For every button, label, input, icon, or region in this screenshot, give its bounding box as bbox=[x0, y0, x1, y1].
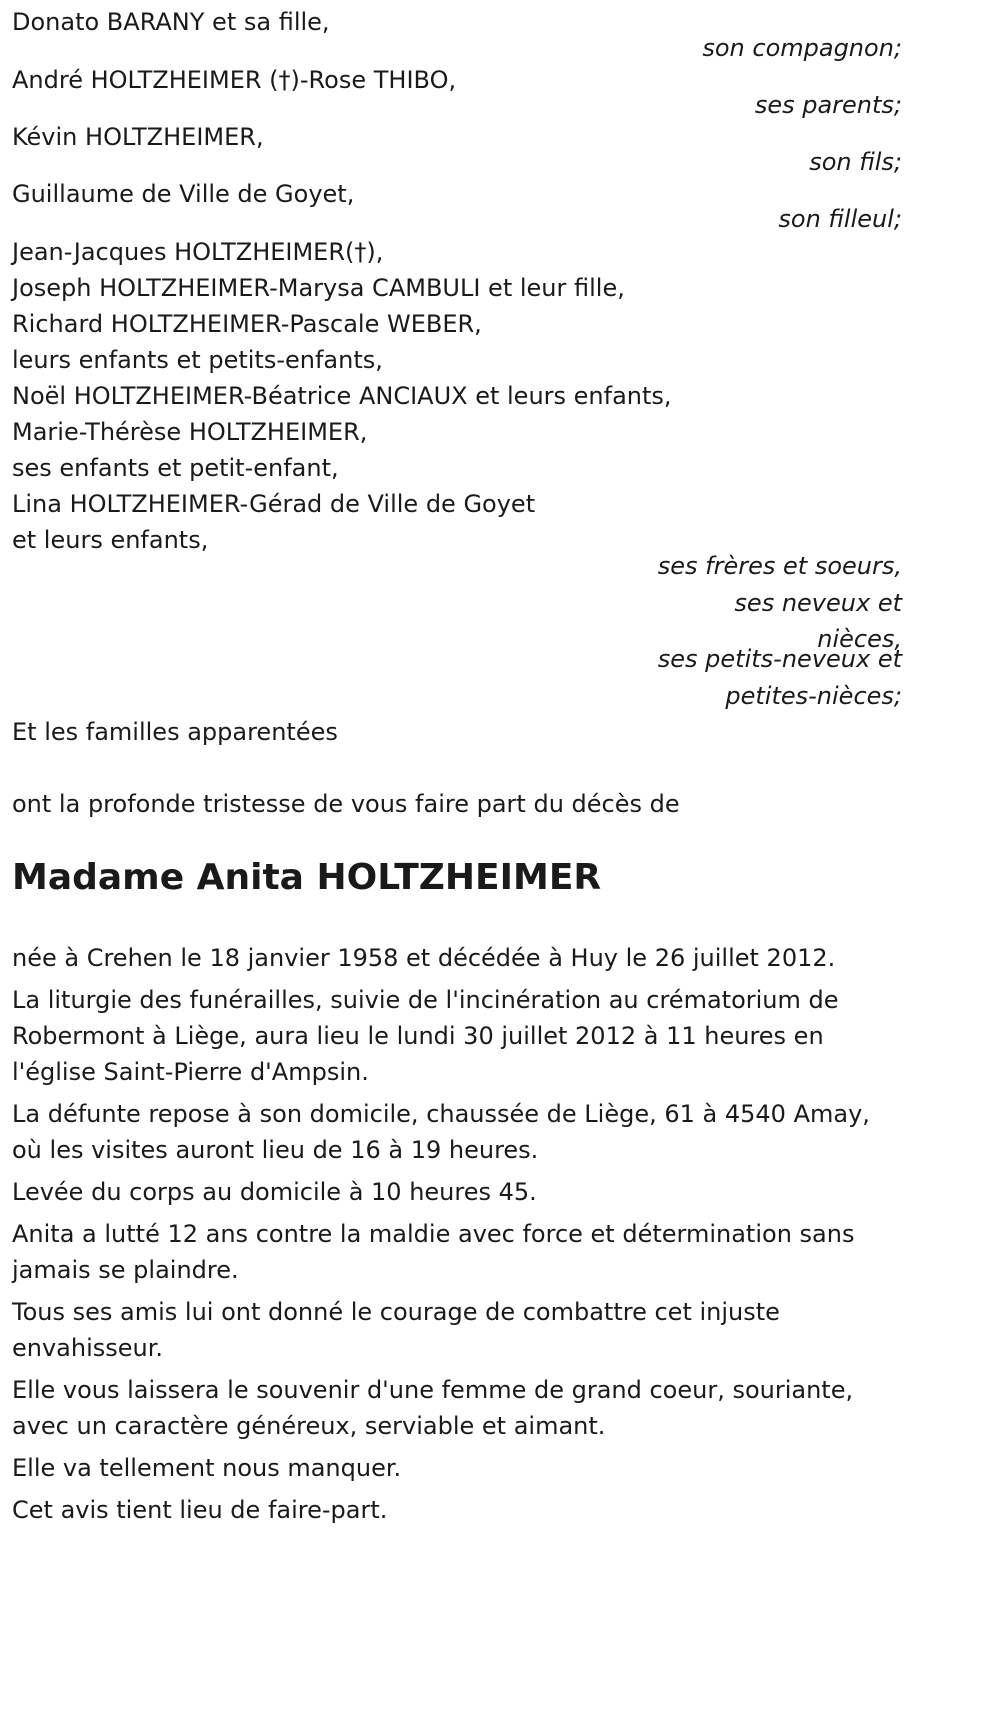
sibling-line: Noël HOLTZHEIMER-Béatrice ANCIAUX et leurs enfants, bbox=[12, 382, 672, 410]
role-label: nièces, bbox=[817, 625, 902, 653]
role-label: son fils; bbox=[809, 148, 902, 176]
paragraph: La défunte repose à son domicile, chaussée de Liège, 61 à 4540 Amay, où les visites auront lieu de 16 à 19 heures. bbox=[12, 1100, 870, 1164]
paragraph: Elle vous laissera le souvenir d'une femme de grand coeur, souriante, avec un caractère généreux, serviable et aimant. bbox=[12, 1376, 854, 1440]
paragraph: Anita a lutté 12 ans contre la maldie avec force et détermination sans jamais se plaindre. bbox=[12, 1220, 855, 1284]
sibling-line: Richard HOLTZHEIMER-Pascale WEBER, bbox=[12, 310, 482, 338]
entry-role bbox=[12, 87, 902, 123]
siblings-list bbox=[12, 234, 672, 558]
paragraph: La liturgie des funérailles, suivie de l'incinération au crématorium de Robermont à Liège, aura lieu le lundi 30 juillet 2012 à 11 heures en l'église Saint-Pierre d'Ampsin. bbox=[12, 986, 839, 1086]
entry-name: Donato BARANY et sa fille, bbox=[12, 8, 330, 36]
families-line: Et les familles apparentées bbox=[12, 718, 338, 746]
role-label: ses frères et soeurs, bbox=[657, 552, 902, 580]
entry-name: André HOLTZHEIMER (†)-Rose THIBO, bbox=[12, 66, 457, 94]
sibling-line: Lina HOLTZHEIMER-Gérad de Ville de Goyet bbox=[12, 490, 536, 518]
role-label: ses parents; bbox=[754, 91, 902, 119]
paragraph: Tous ses amis lui ont donné le courage de combattre cet injuste envahisseur. bbox=[12, 1298, 780, 1362]
role-label: son compagnon; bbox=[702, 34, 902, 62]
sibling-line: ses enfants et petit-enfant, bbox=[12, 454, 339, 482]
announcement-line: ont la profonde tristesse de vous faire part du décès de bbox=[12, 790, 680, 818]
sibling-line: Marie-Thérèse HOLTZHEIMER, bbox=[12, 418, 368, 446]
deceased-name: Madame Anita HOLTZHEIMER bbox=[12, 857, 602, 898]
paragraph: Levée du corps au domicile à 10 heures 45. bbox=[12, 1178, 537, 1206]
role-label: ses neveux et bbox=[734, 589, 902, 617]
entry-name: Kévin HOLTZHEIMER, bbox=[12, 123, 264, 151]
details-paragraphs bbox=[12, 940, 902, 1528]
sibling-line: et leurs enfants, bbox=[12, 526, 209, 554]
entry-role bbox=[12, 144, 902, 180]
sibling-line: Jean-Jacques HOLTZHEIMER(†), bbox=[12, 238, 384, 266]
sibling-roles bbox=[12, 548, 902, 714]
entry-name: Guillaume de Ville de Goyet, bbox=[12, 180, 355, 208]
entry-role bbox=[12, 30, 902, 66]
entry-role bbox=[12, 201, 902, 237]
paragraph: Elle va tellement nous manquer. bbox=[12, 1454, 402, 1482]
sibling-line: leurs enfants et petits-enfants, bbox=[12, 346, 383, 374]
sibling-line: Joseph HOLTZHEIMER-Marysa CAMBULI et leur fille, bbox=[12, 274, 625, 302]
role-label: ses petits-neveux et bbox=[657, 645, 902, 673]
role-label: son filleul; bbox=[778, 205, 902, 233]
role-label: petites-nièces; bbox=[725, 682, 902, 710]
paragraph: Cet avis tient lieu de faire-part. bbox=[12, 1496, 388, 1524]
paragraph: née à Crehen le 18 janvier 1958 et décédée à Huy le 26 juillet 2012. bbox=[12, 944, 836, 972]
